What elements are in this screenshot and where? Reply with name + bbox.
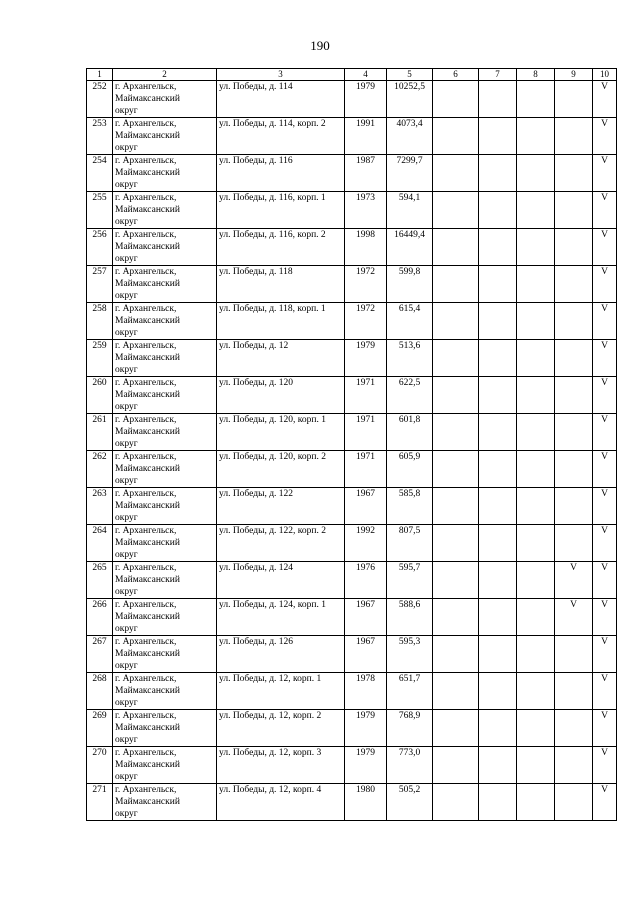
table-row bbox=[87, 451, 617, 488]
locality-line: г. Архангельск, bbox=[115, 415, 177, 425]
column-9-cell bbox=[555, 155, 593, 192]
locality-line: г. Архангельск, bbox=[115, 711, 177, 721]
area-cell: 505,2 bbox=[387, 784, 433, 821]
column-6-cell bbox=[433, 266, 479, 303]
locality-line: Маймаксанский bbox=[115, 686, 180, 696]
locality-line: Маймаксанский bbox=[115, 723, 180, 733]
column-7-cell bbox=[479, 710, 517, 747]
year-cell: 1976 bbox=[345, 562, 387, 599]
row-number-cell: 256 bbox=[87, 229, 113, 266]
locality-line: г. Архангельск, bbox=[115, 785, 177, 795]
area-cell: 588,6 bbox=[387, 599, 433, 636]
year-cell: 1967 bbox=[345, 488, 387, 525]
row-number-cell: 257 bbox=[87, 266, 113, 303]
column-6-cell bbox=[433, 636, 479, 673]
year-cell: 1978 bbox=[345, 673, 387, 710]
area-cell: 595,3 bbox=[387, 636, 433, 673]
locality-line: округ bbox=[115, 402, 138, 412]
locality-line: округ bbox=[115, 587, 138, 597]
locality-line: округ bbox=[115, 513, 138, 523]
column-10-cell: V bbox=[593, 229, 617, 266]
area-cell: 7299,7 bbox=[387, 155, 433, 192]
column-9-cell bbox=[555, 710, 593, 747]
table-row bbox=[87, 192, 617, 229]
locality-cell bbox=[113, 266, 217, 303]
locality-line: Маймаксанский bbox=[115, 168, 180, 178]
column-10-cell: V bbox=[593, 673, 617, 710]
locality-line: Маймаксанский bbox=[115, 575, 180, 585]
locality-cell bbox=[113, 303, 217, 340]
address-cell: ул. Победы, д. 120 bbox=[217, 377, 345, 414]
locality-line: г. Архангельск, bbox=[115, 526, 177, 536]
column-9-cell bbox=[555, 488, 593, 525]
area-cell: 605,9 bbox=[387, 451, 433, 488]
table-row bbox=[87, 118, 617, 155]
locality-line: г. Архангельск, bbox=[115, 156, 177, 166]
row-number-cell: 263 bbox=[87, 488, 113, 525]
column-10-cell: V bbox=[593, 377, 617, 414]
locality-line: г. Архангельск, bbox=[115, 748, 177, 758]
column-9-cell bbox=[555, 81, 593, 118]
column-7-cell bbox=[479, 155, 517, 192]
locality-line: Маймаксанский bbox=[115, 797, 180, 807]
locality-cell bbox=[113, 599, 217, 636]
address-cell: ул. Победы, д. 122, корп. 2 bbox=[217, 525, 345, 562]
year-cell: 1971 bbox=[345, 414, 387, 451]
housing-registry-table bbox=[86, 68, 617, 821]
address-cell: ул. Победы, д. 114 bbox=[217, 81, 345, 118]
locality-cell bbox=[113, 229, 217, 266]
locality-line: Маймаксанский bbox=[115, 353, 180, 363]
address-cell: ул. Победы, д. 12, корп. 3 bbox=[217, 747, 345, 784]
column-9-cell bbox=[555, 303, 593, 340]
locality-line: округ bbox=[115, 661, 138, 671]
locality-line: г. Архангельск, bbox=[115, 452, 177, 462]
row-number-cell: 264 bbox=[87, 525, 113, 562]
column-8-cell bbox=[517, 673, 555, 710]
column-9-cell bbox=[555, 118, 593, 155]
area-cell: 595,7 bbox=[387, 562, 433, 599]
year-cell: 1979 bbox=[345, 81, 387, 118]
year-cell: 1998 bbox=[345, 229, 387, 266]
column-6-cell bbox=[433, 118, 479, 155]
address-cell: ул. Победы, д. 12, корп. 2 bbox=[217, 710, 345, 747]
column-header: 8 bbox=[517, 69, 555, 81]
row-number-cell: 252 bbox=[87, 81, 113, 118]
locality-cell bbox=[113, 784, 217, 821]
column-10-cell: V bbox=[593, 710, 617, 747]
column-8-cell bbox=[517, 710, 555, 747]
table-row bbox=[87, 155, 617, 192]
column-9-cell: V bbox=[555, 562, 593, 599]
locality-line: округ bbox=[115, 328, 138, 338]
row-number-cell: 269 bbox=[87, 710, 113, 747]
address-cell: ул. Победы, д. 116, корп. 1 bbox=[217, 192, 345, 229]
column-9-cell bbox=[555, 747, 593, 784]
column-7-cell bbox=[479, 377, 517, 414]
area-cell: 585,8 bbox=[387, 488, 433, 525]
table-row bbox=[87, 377, 617, 414]
column-10-cell: V bbox=[593, 525, 617, 562]
area-cell: 768,9 bbox=[387, 710, 433, 747]
address-cell: ул. Победы, д. 124, корп. 1 bbox=[217, 599, 345, 636]
column-6-cell bbox=[433, 488, 479, 525]
column-7-cell bbox=[479, 266, 517, 303]
column-7-cell bbox=[479, 118, 517, 155]
column-10-cell: V bbox=[593, 784, 617, 821]
address-cell: ул. Победы, д. 118 bbox=[217, 266, 345, 303]
area-cell: 4073,4 bbox=[387, 118, 433, 155]
area-cell: 622,5 bbox=[387, 377, 433, 414]
row-number-cell: 262 bbox=[87, 451, 113, 488]
locality-line: г. Архангельск, bbox=[115, 378, 177, 388]
row-number-cell: 268 bbox=[87, 673, 113, 710]
locality-line: г. Архангельск, bbox=[115, 119, 177, 129]
locality-cell bbox=[113, 192, 217, 229]
locality-line: Маймаксанский bbox=[115, 94, 180, 104]
column-7-cell bbox=[479, 488, 517, 525]
column-10-cell: V bbox=[593, 488, 617, 525]
locality-line: округ bbox=[115, 143, 138, 153]
locality-line: округ bbox=[115, 550, 138, 560]
address-cell: ул. Победы, д. 122 bbox=[217, 488, 345, 525]
column-8-cell bbox=[517, 377, 555, 414]
column-9-cell bbox=[555, 636, 593, 673]
column-header: 2 bbox=[113, 69, 217, 81]
locality-line: г. Архангельск, bbox=[115, 489, 177, 499]
column-10-cell: V bbox=[593, 303, 617, 340]
row-number-cell: 260 bbox=[87, 377, 113, 414]
column-10-cell: V bbox=[593, 155, 617, 192]
column-9-cell bbox=[555, 525, 593, 562]
locality-line: г. Архангельск, bbox=[115, 600, 177, 610]
locality-line: г. Архангельск, bbox=[115, 563, 177, 573]
table-row bbox=[87, 525, 617, 562]
column-7-cell bbox=[479, 636, 517, 673]
column-10-cell: V bbox=[593, 192, 617, 229]
column-8-cell bbox=[517, 451, 555, 488]
locality-line: Маймаксанский bbox=[115, 760, 180, 770]
locality-line: Маймаксанский bbox=[115, 427, 180, 437]
table-row bbox=[87, 340, 617, 377]
locality-line: Маймаксанский bbox=[115, 390, 180, 400]
column-number-row bbox=[87, 69, 617, 81]
locality-line: округ bbox=[115, 772, 138, 782]
table-row bbox=[87, 784, 617, 821]
column-header: 4 bbox=[345, 69, 387, 81]
row-number-cell: 266 bbox=[87, 599, 113, 636]
address-cell: ул. Победы, д. 116 bbox=[217, 155, 345, 192]
column-7-cell bbox=[479, 599, 517, 636]
column-6-cell bbox=[433, 710, 479, 747]
column-8-cell bbox=[517, 340, 555, 377]
column-header: 7 bbox=[479, 69, 517, 81]
year-cell: 1979 bbox=[345, 340, 387, 377]
locality-line: г. Архангельск, bbox=[115, 674, 177, 684]
row-number-cell: 270 bbox=[87, 747, 113, 784]
column-9-cell bbox=[555, 377, 593, 414]
locality-line: г. Архангельск, bbox=[115, 82, 177, 92]
locality-line: г. Архангельск, bbox=[115, 637, 177, 647]
locality-line: округ bbox=[115, 254, 138, 264]
row-number-cell: 261 bbox=[87, 414, 113, 451]
column-7-cell bbox=[479, 747, 517, 784]
column-7-cell bbox=[479, 340, 517, 377]
locality-line: округ bbox=[115, 624, 138, 634]
locality-line: г. Архангельск, bbox=[115, 230, 177, 240]
locality-line: Маймаксанский bbox=[115, 464, 180, 474]
locality-line: Маймаксанский bbox=[115, 612, 180, 622]
locality-line: г. Архангельск, bbox=[115, 341, 177, 351]
column-6-cell bbox=[433, 81, 479, 118]
locality-line: Маймаксанский bbox=[115, 501, 180, 511]
column-7-cell bbox=[479, 414, 517, 451]
year-cell: 1987 bbox=[345, 155, 387, 192]
year-cell: 1971 bbox=[345, 451, 387, 488]
locality-line: Маймаксанский bbox=[115, 279, 180, 289]
column-7-cell bbox=[479, 784, 517, 821]
column-header: 9 bbox=[555, 69, 593, 81]
area-cell: 807,5 bbox=[387, 525, 433, 562]
locality-line: г. Архангельск, bbox=[115, 267, 177, 277]
area-cell: 594,1 bbox=[387, 192, 433, 229]
column-9-cell: V bbox=[555, 599, 593, 636]
column-9-cell bbox=[555, 784, 593, 821]
locality-cell bbox=[113, 414, 217, 451]
year-cell: 1971 bbox=[345, 377, 387, 414]
column-9-cell bbox=[555, 229, 593, 266]
year-cell: 1967 bbox=[345, 599, 387, 636]
column-8-cell bbox=[517, 81, 555, 118]
column-9-cell bbox=[555, 414, 593, 451]
locality-line: округ bbox=[115, 809, 138, 819]
column-8-cell bbox=[517, 118, 555, 155]
column-8-cell bbox=[517, 414, 555, 451]
column-6-cell bbox=[433, 673, 479, 710]
column-6-cell bbox=[433, 192, 479, 229]
locality-line: округ bbox=[115, 106, 138, 116]
column-10-cell: V bbox=[593, 414, 617, 451]
table-row bbox=[87, 599, 617, 636]
table-row bbox=[87, 229, 617, 266]
column-10-cell: V bbox=[593, 266, 617, 303]
column-7-cell bbox=[479, 303, 517, 340]
area-cell: 601,8 bbox=[387, 414, 433, 451]
column-10-cell: V bbox=[593, 562, 617, 599]
locality-cell bbox=[113, 673, 217, 710]
address-cell: ул. Победы, д. 126 bbox=[217, 636, 345, 673]
area-cell: 16449,4 bbox=[387, 229, 433, 266]
table-row bbox=[87, 266, 617, 303]
locality-cell bbox=[113, 118, 217, 155]
year-cell: 1991 bbox=[345, 118, 387, 155]
locality-line: г. Архангельск, bbox=[115, 193, 177, 203]
column-header: 6 bbox=[433, 69, 479, 81]
address-cell: ул. Победы, д. 12, корп. 1 bbox=[217, 673, 345, 710]
column-6-cell bbox=[433, 229, 479, 266]
area-cell: 513,6 bbox=[387, 340, 433, 377]
locality-line: округ bbox=[115, 217, 138, 227]
address-cell: ул. Победы, д. 114, корп. 2 bbox=[217, 118, 345, 155]
address-cell: ул. Победы, д. 118, корп. 1 bbox=[217, 303, 345, 340]
row-number-cell: 265 bbox=[87, 562, 113, 599]
column-8-cell bbox=[517, 155, 555, 192]
column-9-cell bbox=[555, 673, 593, 710]
year-cell: 1980 bbox=[345, 784, 387, 821]
column-header: 5 bbox=[387, 69, 433, 81]
locality-line: Маймаксанский bbox=[115, 649, 180, 659]
column-10-cell: V bbox=[593, 451, 617, 488]
year-cell: 1972 bbox=[345, 266, 387, 303]
column-6-cell bbox=[433, 784, 479, 821]
year-cell: 1973 bbox=[345, 192, 387, 229]
column-6-cell bbox=[433, 303, 479, 340]
column-6-cell bbox=[433, 525, 479, 562]
column-8-cell bbox=[517, 488, 555, 525]
column-10-cell: V bbox=[593, 81, 617, 118]
address-cell: ул. Победы, д. 116, корп. 2 bbox=[217, 229, 345, 266]
column-7-cell bbox=[479, 525, 517, 562]
table-row bbox=[87, 562, 617, 599]
locality-cell bbox=[113, 710, 217, 747]
year-cell: 1967 bbox=[345, 636, 387, 673]
locality-line: Маймаксанский bbox=[115, 316, 180, 326]
locality-cell bbox=[113, 377, 217, 414]
locality-cell bbox=[113, 525, 217, 562]
row-number-cell: 253 bbox=[87, 118, 113, 155]
row-number-cell: 271 bbox=[87, 784, 113, 821]
locality-line: округ bbox=[115, 735, 138, 745]
column-8-cell bbox=[517, 599, 555, 636]
page-number: 190 bbox=[310, 38, 330, 53]
locality-cell bbox=[113, 636, 217, 673]
column-7-cell bbox=[479, 192, 517, 229]
column-8-cell bbox=[517, 747, 555, 784]
column-8-cell bbox=[517, 266, 555, 303]
column-8-cell bbox=[517, 192, 555, 229]
address-cell: ул. Победы, д. 12 bbox=[217, 340, 345, 377]
row-number-cell: 258 bbox=[87, 303, 113, 340]
column-7-cell bbox=[479, 81, 517, 118]
table-row bbox=[87, 673, 617, 710]
column-10-cell: V bbox=[593, 599, 617, 636]
column-10-cell: V bbox=[593, 747, 617, 784]
column-8-cell bbox=[517, 229, 555, 266]
table-row bbox=[87, 636, 617, 673]
year-cell: 1979 bbox=[345, 747, 387, 784]
row-number-cell: 267 bbox=[87, 636, 113, 673]
locality-line: округ bbox=[115, 365, 138, 375]
locality-cell bbox=[113, 488, 217, 525]
locality-line: Маймаксанский bbox=[115, 131, 180, 141]
column-8-cell bbox=[517, 562, 555, 599]
locality-cell bbox=[113, 81, 217, 118]
column-header: 3 bbox=[217, 69, 345, 81]
locality-cell bbox=[113, 747, 217, 784]
locality-line: округ bbox=[115, 698, 138, 708]
locality-line: Маймаксанский bbox=[115, 205, 180, 215]
locality-cell bbox=[113, 451, 217, 488]
column-6-cell bbox=[433, 340, 479, 377]
year-cell: 1992 bbox=[345, 525, 387, 562]
column-6-cell bbox=[433, 377, 479, 414]
address-cell: ул. Победы, д. 124 bbox=[217, 562, 345, 599]
locality-cell bbox=[113, 155, 217, 192]
row-number-cell: 254 bbox=[87, 155, 113, 192]
column-8-cell bbox=[517, 636, 555, 673]
column-header: 1 bbox=[87, 69, 113, 81]
locality-line: Маймаксанский bbox=[115, 242, 180, 252]
row-number-cell: 259 bbox=[87, 340, 113, 377]
column-9-cell bbox=[555, 266, 593, 303]
locality-cell bbox=[113, 340, 217, 377]
column-9-cell bbox=[555, 451, 593, 488]
column-9-cell bbox=[555, 340, 593, 377]
column-8-cell bbox=[517, 784, 555, 821]
column-7-cell bbox=[479, 562, 517, 599]
area-cell: 651,7 bbox=[387, 673, 433, 710]
locality-line: округ bbox=[115, 180, 138, 190]
table-row bbox=[87, 414, 617, 451]
column-8-cell bbox=[517, 525, 555, 562]
locality-line: г. Архангельск, bbox=[115, 304, 177, 314]
locality-cell bbox=[113, 562, 217, 599]
column-6-cell bbox=[433, 562, 479, 599]
area-cell: 773,0 bbox=[387, 747, 433, 784]
area-cell: 615,4 bbox=[387, 303, 433, 340]
locality-line: округ bbox=[115, 439, 138, 449]
column-6-cell bbox=[433, 414, 479, 451]
address-cell: ул. Победы, д. 120, корп. 2 bbox=[217, 451, 345, 488]
column-7-cell bbox=[479, 673, 517, 710]
column-header: 10 bbox=[593, 69, 617, 81]
column-6-cell bbox=[433, 747, 479, 784]
column-7-cell bbox=[479, 451, 517, 488]
address-cell: ул. Победы, д. 12, корп. 4 bbox=[217, 784, 345, 821]
column-6-cell bbox=[433, 155, 479, 192]
table-row bbox=[87, 747, 617, 784]
area-cell: 599,8 bbox=[387, 266, 433, 303]
locality-line: Маймаксанский bbox=[115, 538, 180, 548]
column-6-cell bbox=[433, 451, 479, 488]
column-10-cell: V bbox=[593, 636, 617, 673]
table-row bbox=[87, 303, 617, 340]
locality-line: округ bbox=[115, 476, 138, 486]
column-10-cell: V bbox=[593, 118, 617, 155]
address-cell: ул. Победы, д. 120, корп. 1 bbox=[217, 414, 345, 451]
table-row bbox=[87, 81, 617, 118]
table-row bbox=[87, 710, 617, 747]
column-9-cell bbox=[555, 192, 593, 229]
column-8-cell bbox=[517, 303, 555, 340]
column-10-cell: V bbox=[593, 340, 617, 377]
row-number-cell: 255 bbox=[87, 192, 113, 229]
year-cell: 1972 bbox=[345, 303, 387, 340]
column-7-cell bbox=[479, 229, 517, 266]
table-row bbox=[87, 488, 617, 525]
area-cell: 10252,5 bbox=[387, 81, 433, 118]
locality-line: округ bbox=[115, 291, 138, 301]
year-cell: 1979 bbox=[345, 710, 387, 747]
column-6-cell bbox=[433, 599, 479, 636]
